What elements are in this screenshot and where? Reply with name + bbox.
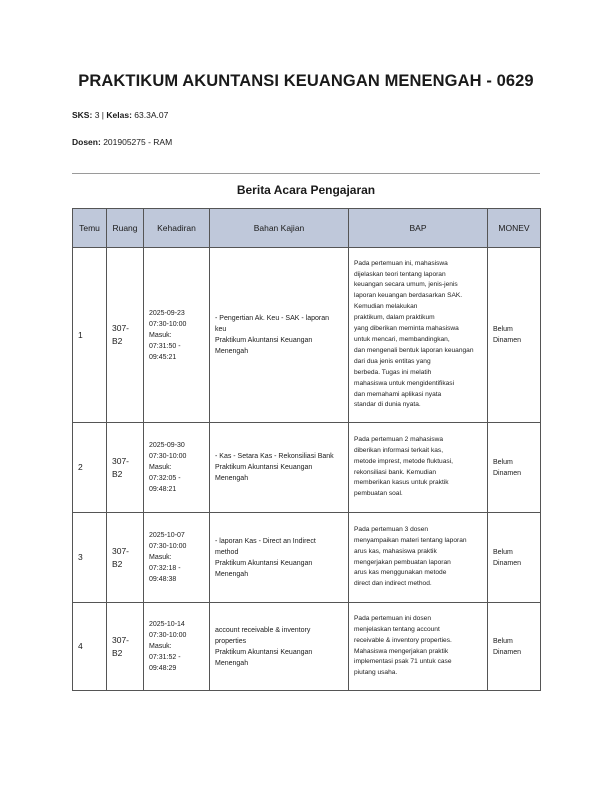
bap-cell-line: mahasiswa untuk mengidentifikasi <box>354 379 455 387</box>
page-title: PRAKTIKUM AKUNTANSI KEUANGAN MENENGAH - 0629 <box>78 72 534 90</box>
monev-cell-line: Belum <box>493 637 513 645</box>
column-header-kehadiran: Kehadiran <box>144 209 210 248</box>
bap-cell-line: dari dua jenis entitas yang <box>354 357 431 365</box>
monev-cell-line: Belum <box>493 458 513 466</box>
dosen-label: Dosen: <box>72 137 101 147</box>
table-row <box>73 603 541 691</box>
table-row <box>73 248 541 423</box>
monev-cell-line: Dinamen <box>493 337 522 344</box>
column-header-ruang: Ruang <box>107 209 144 248</box>
kehadiran-cell <box>144 423 210 513</box>
bap-cell-line: arus kas, mahasiswa praktik <box>354 547 437 555</box>
bap-cell <box>349 423 488 513</box>
kehadiran-cell-line: 07:31:52 - <box>149 654 181 661</box>
separator: | <box>101 110 105 120</box>
course-meta <box>72 110 168 120</box>
kehadiran-cell-line: Masuk: <box>149 643 172 650</box>
bap-cell-line: Pada pertemuan ini dosen <box>354 614 431 622</box>
bap-cell-line: untuk mencari, membandingkan, <box>354 336 450 343</box>
kehadiran-cell-line: 07:32:05 - <box>149 475 181 482</box>
sks-value: 3 <box>94 110 100 120</box>
kehadiran-cell-line: 09:48:38 <box>149 576 177 583</box>
monev-cell <box>488 513 541 603</box>
bap-cell-line: arus kas menggunakan metode <box>354 569 447 577</box>
bap-cell-line: diberikan informasi terkait kas, <box>354 446 444 454</box>
ruang-cell: 307-B2 <box>107 513 144 603</box>
bap-cell-line: Pada pertemuan 2 mahasiswa <box>354 435 444 443</box>
kelas-value: 63.3A.07 <box>134 110 169 120</box>
bap-cell-line: memberikan kasus untuk praktik <box>354 479 449 487</box>
bahan-kajian-cell-line: - Kas - Setara Kas - Rekonsiliasi Bank <box>215 453 334 460</box>
ruang-cell: 307-B2 <box>107 248 144 423</box>
kehadiran-cell-line: 07:30-10:00 <box>149 320 187 328</box>
bap-cell-line: praktikum, dalam praktikum <box>354 314 435 322</box>
table-row <box>73 513 541 603</box>
monev-cell-line: Dinamen <box>493 559 522 567</box>
bahan-kajian-cell-line: Praktikum Akuntansi Keuangan <box>215 337 313 344</box>
bap-cell-line: laporan keuangan berdasarkan SAK. <box>354 292 463 300</box>
bap-cell-line: yang diberikan meminta mahasiswa <box>354 325 459 333</box>
bap-cell-line: keuangan secara umum, jenis-jenis <box>354 281 458 289</box>
monev-cell-line: Belum <box>493 326 513 333</box>
kehadiran-cell-line: 07:31:50 - <box>149 342 181 350</box>
kehadiran-cell <box>144 513 210 603</box>
bahan-kajian-cell <box>210 603 349 691</box>
bahan-kajian-cell <box>210 248 349 423</box>
divider <box>72 173 540 174</box>
bap-cell-line: Pada pertemuan ini, mahasiswa <box>354 259 448 267</box>
kehadiran-cell-line: 07:30-10:00 <box>149 632 187 639</box>
kehadiran-cell-line: 2025-10-14 <box>149 621 185 628</box>
bap-cell-line: dijelaskan teori tentang laporan <box>354 270 446 278</box>
kehadiran-cell-line: 09:48:21 <box>149 486 177 493</box>
monev-cell <box>488 248 541 423</box>
bahan-kajian-cell-line: Menengah <box>215 348 249 355</box>
column-header-bap: BAP <box>349 209 488 248</box>
column-header-monev: MONEV <box>488 209 541 248</box>
column-header-bahan-kajian: Bahan Kajian <box>210 209 349 248</box>
table-header-row <box>73 209 541 248</box>
kelas-label: Kelas: <box>106 110 132 120</box>
temu-cell: 2 <box>73 423 107 513</box>
bap-cell <box>349 248 488 423</box>
bahan-kajian-cell-line: keu <box>215 326 227 333</box>
ruang-cell: 307-B2 <box>107 423 144 513</box>
bap-cell-line: rekonsiliasi bank. Kemudian <box>354 468 437 476</box>
teaching-record-table <box>72 208 541 691</box>
monev-cell <box>488 423 541 513</box>
bahan-kajian-cell-line: account receivable & inventory <box>215 626 311 634</box>
bap-cell-line: mengerjakan pembuatan laporan <box>354 558 451 566</box>
dosen-value: 201905275 - RAM <box>103 137 173 147</box>
bap-cell-line: dan mengenali bentuk laporan keuangan <box>354 346 474 354</box>
bap-cell-line: Kemudian melakukan <box>354 303 418 311</box>
bap-cell <box>349 513 488 603</box>
bap-cell-line: menyampaikan materi tentang laporan <box>354 536 467 544</box>
lecturer-meta <box>72 137 172 147</box>
monev-cell-line: Dinamen <box>493 648 522 656</box>
bahan-kajian-cell-line: method <box>215 548 239 556</box>
bap-cell-line: Pada pertemuan 3 dosen <box>354 525 429 533</box>
bap-cell-line: Mahasiswa mengerjakan praktik <box>354 647 449 655</box>
bahan-kajian-cell-line: Menengah <box>215 475 249 482</box>
bap-cell-line: direct dan indirect method. <box>354 580 432 588</box>
bahan-kajian-cell-line: - laporan Kas - Direct an Indirect <box>215 537 316 545</box>
kehadiran-cell-line: 09:48:29 <box>149 665 177 672</box>
bap-cell-line: piutang usaha. <box>354 669 398 677</box>
column-header-temu: Temu <box>73 209 107 248</box>
kehadiran-cell-line: Masuk: <box>149 331 172 339</box>
sks-label: SKS: <box>72 110 93 120</box>
bahan-kajian-cell-line: Menengah <box>215 659 249 667</box>
kehadiran-cell-line: 09:45:21 <box>149 353 177 361</box>
bap-cell-line: pembuatan soal. <box>354 490 403 498</box>
kehadiran-cell-line: Masuk: <box>149 464 172 471</box>
bap-cell-line: menjelaskan tentang account <box>354 625 440 633</box>
kehadiran-cell-line: 07:30-10:00 <box>149 453 187 460</box>
temu-cell: 4 <box>73 603 107 691</box>
kehadiran-cell <box>144 603 210 691</box>
ruang-cell: 307-B2 <box>107 603 144 691</box>
temu-cell: 3 <box>73 513 107 603</box>
bahan-kajian-cell-line: - Pengertian Ak. Keu - SAK - laporan <box>215 315 330 322</box>
bap-cell-line: receivable & inventory properties. <box>354 636 452 644</box>
bahan-kajian-cell-line: Praktikum Akuntansi Keuangan <box>215 464 313 471</box>
kehadiran-cell <box>144 248 210 423</box>
kehadiran-cell-line: 2025-09-23 <box>149 309 185 317</box>
bahan-kajian-cell <box>210 513 349 603</box>
table-row <box>73 423 541 513</box>
kehadiran-cell-line: Masuk: <box>149 554 172 561</box>
bahan-kajian-cell-line: Menengah <box>215 570 249 578</box>
temu-cell: 1 <box>73 248 107 423</box>
kehadiran-cell-line: 07:30-10:00 <box>149 543 187 550</box>
bahan-kajian-cell-line: Praktikum Akuntansi Keuangan <box>215 559 313 567</box>
bap-cell <box>349 603 488 691</box>
monev-cell-line: Belum <box>493 548 513 556</box>
bap-cell-line: metode imprest, metode fluktuasi, <box>354 457 453 465</box>
bahan-kajian-cell-line: properties <box>215 637 247 645</box>
kehadiran-cell-line: 07:32:18 - <box>149 565 181 572</box>
section-title: Berita Acara Pengajaran <box>236 183 376 197</box>
monev-cell-line: Dinamen <box>493 469 522 477</box>
kehadiran-cell-line: 2025-09-30 <box>149 442 185 449</box>
monev-cell <box>488 603 541 691</box>
bap-cell-line: implementasi psak 71 untuk case <box>354 658 452 666</box>
bap-cell-line: dan memahami aplikasi nyata <box>354 390 442 398</box>
bahan-kajian-cell <box>210 423 349 513</box>
bap-cell-line: berbeda. Tugas ini melatih <box>354 368 432 376</box>
bap-cell-line: standar di dunia nyata. <box>354 401 421 409</box>
bahan-kajian-cell-line: Praktikum Akuntansi Keuangan <box>215 648 313 656</box>
kehadiran-cell-line: 2025-10-07 <box>149 532 185 539</box>
